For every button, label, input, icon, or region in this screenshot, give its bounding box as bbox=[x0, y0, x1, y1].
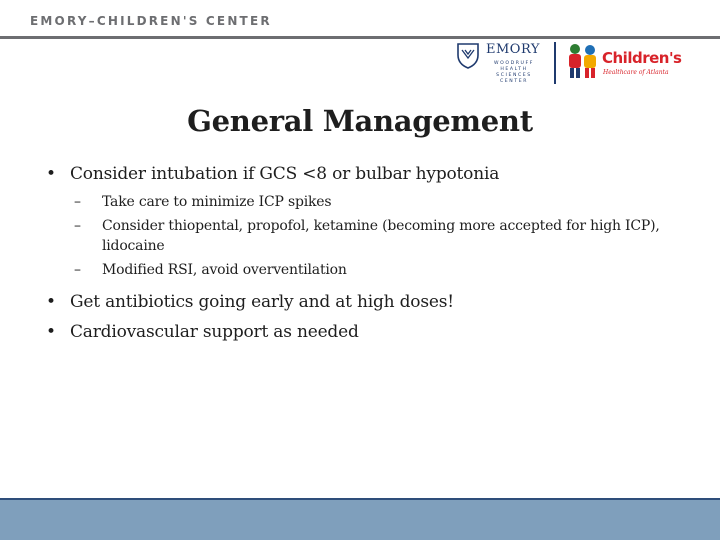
emory-sub-line: SCIENCES bbox=[496, 73, 532, 78]
emory-subtitle bbox=[486, 61, 542, 85]
header-text: EMORY–CHILDREN'S CENTER bbox=[30, 14, 272, 28]
bullet-dot: • bbox=[46, 292, 56, 312]
emory-sub-line: CENTER bbox=[499, 79, 529, 84]
bullet-text: Cardiovascular support as needed bbox=[70, 322, 359, 342]
sub-bullet-item bbox=[74, 192, 696, 212]
sub-bullet-item bbox=[74, 260, 696, 280]
slide-content bbox=[46, 162, 696, 350]
bullet-item bbox=[46, 320, 696, 344]
bullet-text: Get antibiotics going early and at high doses! bbox=[70, 292, 454, 312]
footer-bar bbox=[0, 498, 720, 540]
emory-logo-text: EMORY bbox=[486, 42, 540, 57]
slide-title: General Management bbox=[187, 104, 533, 138]
sub-bullet-item bbox=[74, 216, 696, 256]
childrens-logo-text: Children's bbox=[602, 49, 682, 67]
bullet-text: Consider intubation if GCS <8 or bulbar hypotonia bbox=[70, 164, 500, 184]
bullet-item bbox=[46, 290, 696, 314]
sub-bullet-dash: – bbox=[74, 218, 81, 234]
bullet-dot: • bbox=[46, 164, 56, 184]
logo-area bbox=[456, 40, 696, 92]
sub-bullet-dash: – bbox=[74, 194, 81, 210]
bullet-item bbox=[46, 162, 696, 186]
childrens-tagline: Healthcare of Atlanta bbox=[603, 69, 669, 76]
childrens-kids-icon bbox=[564, 42, 602, 82]
sub-bullet-list bbox=[46, 192, 696, 280]
emory-sub-line: WOODRUFF bbox=[494, 61, 534, 66]
sub-bullet-dash: – bbox=[74, 262, 81, 278]
logo-divider bbox=[554, 42, 556, 84]
header-rule bbox=[0, 36, 720, 39]
emory-sub-line: HEALTH bbox=[500, 67, 528, 72]
sub-bullet-text: Take care to minimize ICP spikes bbox=[102, 194, 332, 210]
sub-bullet-text: Consider thiopental, propofol, ketamine (becoming more accepted for high ICP), lidocaine bbox=[102, 218, 660, 254]
emory-shield-icon bbox=[456, 42, 480, 70]
sub-bullet-text: Modified RSI, avoid overventilation bbox=[102, 262, 347, 278]
bullet-dot: • bbox=[46, 322, 56, 342]
